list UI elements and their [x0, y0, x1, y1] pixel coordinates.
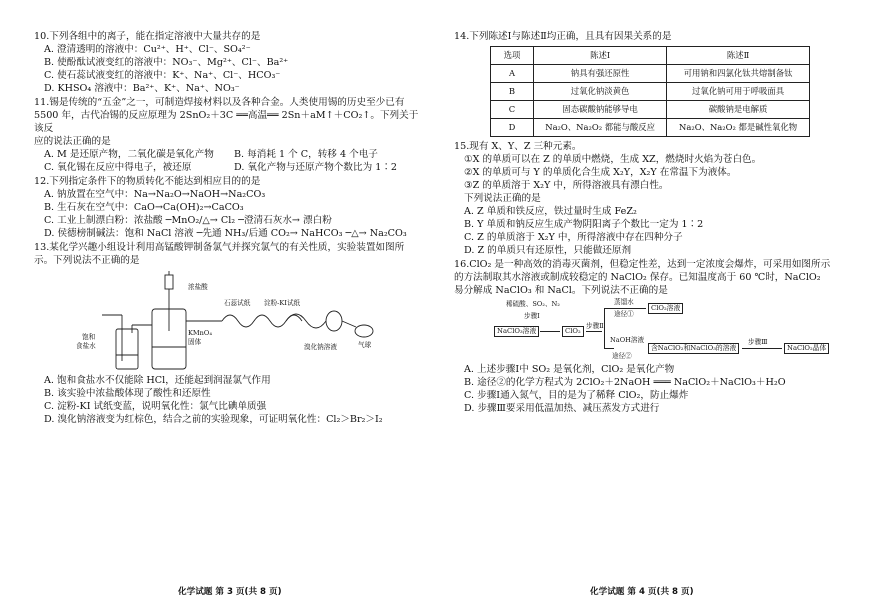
- page-footer-right: 化学试题 第 4 页(共 8 页): [590, 587, 694, 597]
- table-cell: A: [491, 65, 534, 83]
- question-16-option-b: B. 途径②的化学方程式为 2ClO₂＋2NaOH ═══ NaClO₂＋NaClO₃＋H₂O: [464, 377, 786, 388]
- apparatus-figure: [42, 269, 426, 372]
- table-header-statement-1: 陈述Ⅰ: [534, 47, 667, 65]
- question-12-option-b: B. 生石灰在空气中：CaO→Ca(OH)₂→CaCO₃: [44, 202, 244, 213]
- flow-arrow: [586, 331, 602, 332]
- table-cell: B: [491, 83, 534, 101]
- label-balloon: 气球: [358, 341, 372, 349]
- label-brine-1: 饱和: [82, 333, 96, 341]
- flow-step-3: 步骤Ⅲ: [748, 338, 768, 346]
- flow-box-clo2: ClO₂: [562, 326, 584, 337]
- flow-box-clo2-solution: ClO₂溶液: [648, 303, 683, 314]
- flow-arrow: [742, 348, 782, 349]
- question-13-option-d: D. 溴化钠溶液变为红棕色，结合之前的实验现象，可证明氧化性：Cl₂＞Br₂＞I₂: [44, 414, 383, 425]
- question-12-option-c: C. 工业上制漂白粉：浓盐酸 ─MnO₂/△→ Cl₂ ─澄清石灰水→ 漂白粉: [44, 215, 332, 226]
- table-cell: Na₂O、Na₂O₂ 都是碱性氧化物: [667, 119, 810, 137]
- question-13-option-b: B. 该实验中浓盐酸体现了酸性和还原性: [44, 388, 211, 399]
- question-15-statement-1: ①X 的单质可以在 Z 的单质中燃烧，生成 XZ，燃烧时火焰为苍白色。: [464, 154, 762, 165]
- question-11-option-c: C. 氧化锡在反应中得电子，被还原: [44, 162, 192, 173]
- question-11-options-row-1: [34, 148, 426, 161]
- left-column: [34, 30, 426, 427]
- question-13-stem-1: 13.某化学兴趣小组设计利用高锰酸钾制备氯气并探究氯气的有关性质，实验装置如图所: [34, 242, 405, 253]
- label-nabr-solution: 溴化钠溶液: [304, 343, 337, 351]
- table-cell: 可用钠和四氯化钛共熔制备钛: [667, 65, 810, 83]
- flow-route-2: 途径②: [612, 352, 632, 360]
- table-header-statement-2: 陈述Ⅱ: [667, 47, 810, 65]
- question-11-stem-3: 应的说法正确的是: [34, 136, 111, 147]
- flow-box-crystal: NaClO₂晶体: [784, 343, 829, 354]
- flow-box-mixed-solution: 含NaClO₂和NaClO₃的溶液: [648, 343, 739, 354]
- question-15-option-c: C. Z 的单质溶于 X₂Y 中，所得溶液中存在四种分子: [464, 232, 683, 243]
- question-11-stem-1: 11.锡是传统的“五金”之一，可制造焊接材料以及各种合金。人类使用锡的历史至少已有: [34, 97, 405, 108]
- question-15-statement-3: ③Z 的单质溶于 X₂Y 中，所得溶液具有漂白性。: [464, 180, 669, 191]
- question-11: [34, 96, 426, 174]
- table-cell: 钠具有强还原性: [534, 65, 667, 83]
- question-11-option-a: A. M 是还原产物，二氧化碳是氧化产物: [44, 149, 214, 160]
- page-footer-left: 化学试题 第 3 页(共 8 页): [178, 587, 282, 597]
- table-cell: 过氧化钠可用于呼吸面具: [667, 83, 810, 101]
- question-15: [454, 140, 846, 257]
- question-16-option-d: D. 步骤Ⅲ要采用低温加热、减压蒸发方式进行: [464, 403, 660, 414]
- table-cell: D: [491, 119, 534, 137]
- flow-branch-line: [604, 308, 605, 348]
- question-15-option-a: A. Z 单质和铁反应，铁过量时生成 FeZ₂: [464, 206, 637, 217]
- question-15-option-d: D. Z 的单质只有还原性，只能做还原剂: [464, 245, 632, 256]
- table-row: [491, 83, 810, 101]
- flow-naoh: NaOH溶液: [610, 336, 645, 344]
- table-cell: 碳酸钠是电解质: [667, 101, 810, 119]
- table-cell: Na₂O、Na₂O₂ 都能与酸反应: [534, 119, 667, 137]
- table-header-option: 选项: [491, 47, 534, 65]
- question-13-option-c: C. 淀粉-KI 试纸变蓝，说明氧化性：氯气比碘单质强: [44, 401, 267, 412]
- question-11-stem-2: 5500 年，古代冶锡的反应原理为 2SnO₂＋3C ══高温══ 2Sn＋aM↑＋CO₂↑。下列关于该反: [34, 110, 419, 134]
- question-16: [454, 258, 846, 415]
- question-10-stem: 10.下列各组中的离子，能在指定溶液中大量共存的是: [34, 31, 261, 42]
- label-brine-2: 食盐水: [76, 342, 96, 350]
- question-15-stem: 15.现有 X、Y、Z 三种元素。: [454, 141, 582, 152]
- question-16-option-c: C. 步骤Ⅰ通入氮气，目的是为了稀释 ClO₂，防止爆炸: [464, 390, 689, 401]
- question-11-options-row-2: [34, 161, 426, 174]
- question-15-ask: 下列说法正确的是: [464, 193, 541, 204]
- question-10-option-d: D. KHSO₄ 溶液中：Ba²⁺、K⁺、Na⁺、NO₃⁻: [44, 83, 240, 94]
- label-ki-paper: 淀粉-KI试纸: [264, 299, 301, 307]
- flow-arrow: [604, 348, 614, 349]
- question-16-stem-2: 的方法制取其水溶液或制成较稳定的 NaClO₂ 保存。已知温度高于 60 ℃时，NaClO₂: [454, 272, 821, 283]
- flow-route-1: 途径①: [614, 310, 634, 318]
- label-conc-hcl: 浓盐酸: [188, 283, 208, 291]
- question-13-option-a: A. 饱和食盐水不仅能除 HCl，还能起到润湿氯气作用: [44, 375, 271, 386]
- question-16-stem-3: 易分解成 NaClO₃ 和 NaCl。下列说法不正确的是: [454, 285, 668, 296]
- table-row: [491, 101, 810, 119]
- question-13-stem-2: 示。下列说法不正确的是: [34, 255, 140, 266]
- table-header-row: [491, 47, 810, 65]
- flow-arrow: [540, 331, 560, 332]
- question-10-option-c: C. 使石蕊试液变红的溶液中：K⁺、Na⁺、Cl⁻、HCO₃⁻: [44, 70, 281, 81]
- question-11-option-b: B. 每消耗 1 个 C，转移 4 个电子: [234, 149, 378, 160]
- question-16-stem-1: 16.ClO₂ 是一种高效的消毒灭菌剂，但稳定性差，达到一定浓度会爆炸，可采用如图所示: [454, 259, 831, 270]
- question-12-option-a: A. 钠放置在空气中：Na→Na₂O→NaOH→Na₂CO₃: [44, 189, 266, 200]
- question-14-stem: 14.下列陈述Ⅰ与陈述Ⅱ均正确，且具有因果关系的是: [454, 31, 672, 42]
- flow-step-1: 步骤Ⅰ: [524, 312, 540, 320]
- label-solid: 固体: [188, 338, 202, 346]
- flow-water: 蒸馏水: [614, 298, 634, 306]
- question-14: [454, 30, 846, 137]
- table-cell: C: [491, 101, 534, 119]
- statement-table: [490, 46, 810, 137]
- question-15-option-b: B. Y 单质和钠反应生成产物阴阳离子个数比一定为 1∶2: [464, 219, 704, 230]
- question-10-option-a: A. 澄清透明的溶液中：Cu²⁺、H⁺、Cl⁻、SO₄²⁻: [44, 44, 251, 55]
- table-row: [491, 65, 810, 83]
- table-cell: 固态碳酸钠能够导电: [534, 101, 667, 119]
- question-16-option-a: A. 上述步骤Ⅰ中 SO₂ 是氧化剂，ClO₂ 是氧化产物: [464, 364, 675, 375]
- flow-step-2: 步骤Ⅱ: [586, 322, 604, 330]
- flow-box-naclo3: NaClO₃溶液: [494, 326, 539, 337]
- question-12-stem: 12.下列指定条件下的物质转化不能达到相应目的的是: [34, 176, 261, 187]
- question-10: [34, 30, 426, 95]
- question-15-statement-2: ②X 的单质可与 Y 的单质化合生成 X₂Y，X₂Y 在常温下为液体。: [464, 167, 737, 178]
- label-kmno4: KMnO₄: [188, 329, 212, 337]
- flow-arrow: [604, 308, 646, 309]
- table-row: [491, 119, 810, 137]
- apparatus-drawing: [42, 269, 422, 372]
- process-flow-diagram: [454, 300, 846, 360]
- question-12: [34, 175, 426, 240]
- flow-reagents: 稀硫酸、SO₂、N₂: [506, 300, 560, 308]
- table-cell: 过氧化钠淡黄色: [534, 83, 667, 101]
- label-litmus-paper: 石蕊试纸: [224, 299, 251, 307]
- question-11-option-d: D. 氧化产物与还原产物个数比为 1∶2: [234, 162, 398, 173]
- question-13: [34, 241, 426, 426]
- question-12-option-d: D. 侯德榜制碱法：饱和 NaCl 溶液 ─先通 NH₃/后通 CO₂→ NaHCO₃ ─△→ Na₂CO₃: [44, 228, 407, 239]
- right-column: [454, 30, 846, 416]
- question-10-option-b: B. 使酚酞试液变红的溶液中：NO₃⁻、Mg²⁺、Cl⁻、Ba²⁺: [44, 57, 289, 68]
